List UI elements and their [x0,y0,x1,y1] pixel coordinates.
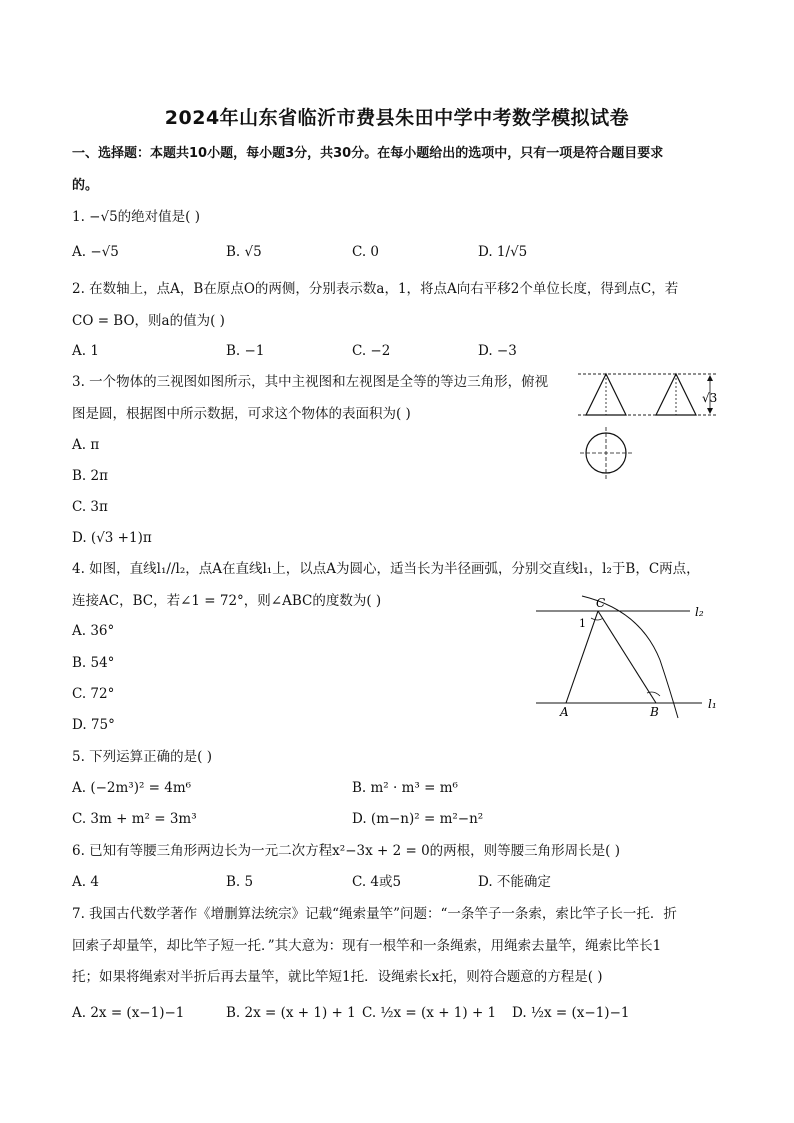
q6-option-a: A. 4 [72,874,99,890]
q6-option-c: C. 4或5 [352,874,402,890]
question-1-stem: 1. −√5的绝对值是( ) [72,209,200,225]
question-7-stem-cont2: 托；如果将绳索对半折后再去量竿，就比竿短1托．设绳索长x托，则符合题意的方程是( ) [72,969,603,985]
q7-option-b: B. 2x = (x + 1) + 1 [226,1005,356,1021]
segment-bc [598,611,656,703]
q5-option-b: B. m² · m³ = m⁶ [352,780,458,796]
q7-option-a: A. 2x = (x−1)−1 [72,1005,185,1021]
q1-option-a: A. −√5 [72,244,119,260]
label-a: A [560,705,569,719]
parallel-lines-figure [530,590,730,725]
q6-option-b: B. 5 [226,874,254,890]
question-2-stem: 2. 在数轴上，点A，B在原点O的两侧，分别表示数a，1，将点A向右平移2个单位长度，得到点C，若 [72,281,679,297]
q3-option-d: D. (√3 +1)π [72,530,152,546]
q1-option-b: B. √5 [226,244,262,260]
question-6-stem: 6. 已知有等腰三角形两边长为一元二次方程x²−3x + 2 = 0的两根，则等腰三角形周长是( ) [72,843,621,859]
label-l1: l₁ [708,697,717,711]
q5-option-c: C. 3m + m² = 3m³ [72,811,197,827]
q4-option-d: D. 75° [72,717,115,733]
question-4-stem-cont: 连接AC，BC，若∠1 = 72°，则∠ABC的度数为( ) [72,593,382,609]
q4-option-c: C. 72° [72,686,115,702]
label-b: B [650,705,659,719]
question-3-stem: 3. 一个物体的三视图如图所示，其中主视图和左视图是全等的等边三角形，俯视 [72,374,549,390]
q3-option-a: A. π [72,437,100,453]
three-view-figure [572,368,728,486]
question-2-stem-cont: CO = BO，则a的值为( ) [72,313,225,329]
angle-abc-mark [647,692,660,696]
q6-option-d: D. 不能确定 [478,874,551,890]
label-1: 1 [579,617,586,630]
q2-option-d: D. −3 [478,343,517,359]
section-heading-cont: 的。 [72,178,99,193]
height-label: √3 [702,391,718,405]
q7-option-d: D. ½x = (x−1)−1 [512,1005,630,1021]
q3-option-c: C. 3π [72,499,108,515]
q4-option-a: A. 36° [72,623,115,639]
label-l2: l₂ [695,605,704,619]
question-7-stem: 7. 我国古代数学著作《增删算法统宗》记载“绳索量竿”问题：“一条竿子一条索，索比竿子长一托．折 [72,906,677,922]
section-heading: 一、选择题：本题共10小题，每小题3分，共30分。在每小题给出的选项中，只有一项是符合题目要求 [72,146,664,161]
page-title: 2024年山东省临沂市费县朱田中学中考数学模拟试卷 [164,107,630,129]
label-c: C [596,596,606,610]
question-4-stem: 4. 如图，直线l₁//l₂，点A在直线l₁上，以点A为圆心，适当长为半径画弧，分别交直线l₁，l₂于B，C两点， [72,561,700,577]
q2-option-a: A. 1 [72,343,99,359]
q1-option-c: C. 0 [352,244,380,260]
question-5-stem: 5. 下列运算正确的是( ) [72,749,212,765]
q2-option-c: C. −2 [352,343,391,359]
q3-option-b: B. 2π [72,468,108,484]
angle-1-mark [591,618,603,620]
q4-option-b: B. 54° [72,655,115,671]
question-7-stem-cont: 回索子却量竿，却比竿子短一托．”其大意为：现有一根竿和一条绳索，用绳索去量竿，绳索比竿长1 [72,938,662,954]
q5-option-a: A. (−2m³)² = 4m⁶ [72,780,192,796]
question-3-stem-cont: 图是圆，根据图中所示数据，可求这个物体的表面积为( ) [72,406,411,422]
q1-option-d: D. 1/√5 [478,244,528,260]
q7-option-c: C. ½x = (x + 1) + 1 [362,1005,497,1021]
q2-option-b: B. −1 [226,343,265,359]
q5-option-d: D. (m−n)² = m²−n² [352,811,484,827]
